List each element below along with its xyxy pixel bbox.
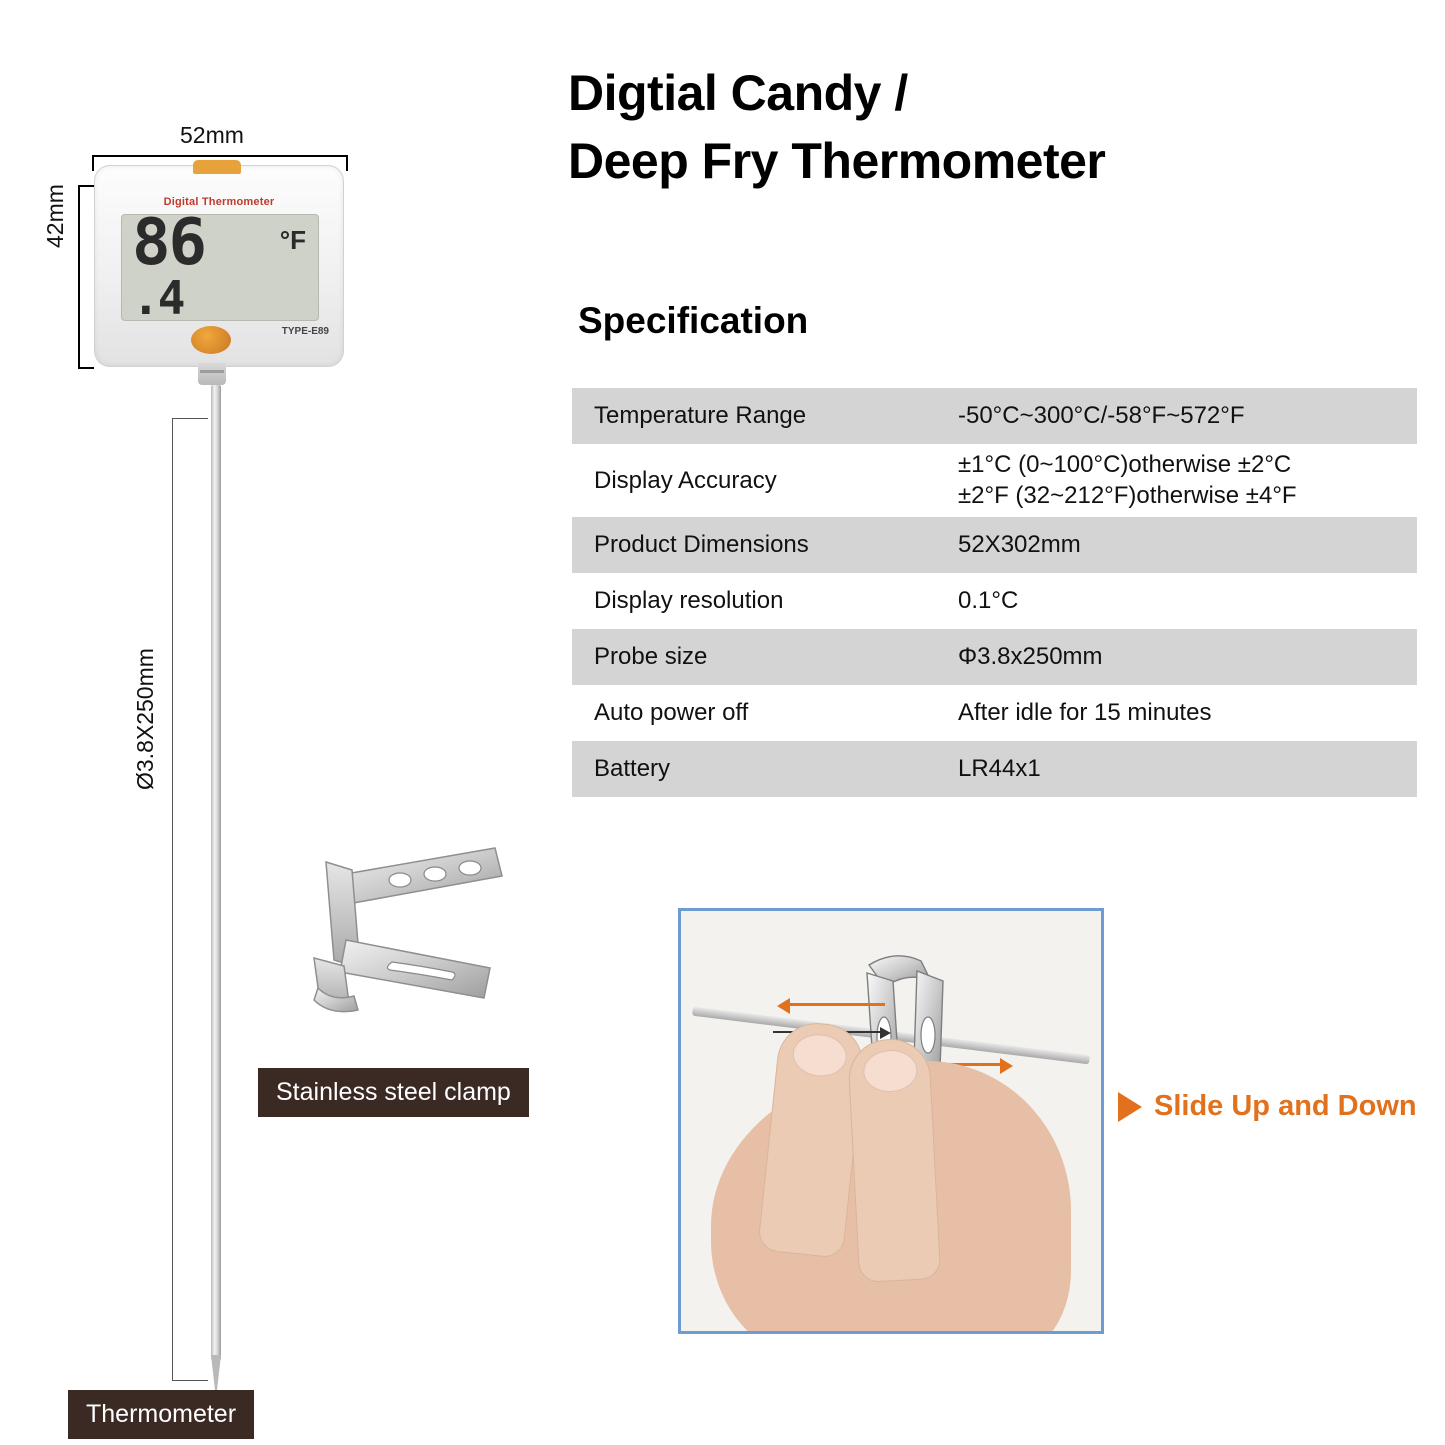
- dimension-probe-line: [172, 418, 173, 1380]
- lcd-digits-main: 86: [132, 214, 206, 280]
- power-button[interactable]: [191, 326, 231, 354]
- arrow-up-orange: [789, 1003, 885, 1006]
- lcd-digits-decimal: .4: [132, 270, 184, 321]
- fingernail: [862, 1049, 918, 1094]
- table-row: [572, 517, 1417, 573]
- specification-table: [572, 388, 1417, 797]
- table-row: [572, 388, 1417, 444]
- spec-key: Display Accuracy: [572, 444, 936, 517]
- dimension-probe-label: Ø3.8X250mm: [132, 648, 158, 790]
- spec-key: Temperature Range: [572, 388, 936, 444]
- spec-value: After idle for 15 minutes: [936, 685, 1417, 741]
- spec-key: Battery: [572, 741, 936, 797]
- slide-instruction-text: Slide Up and Down: [1154, 1090, 1417, 1122]
- spec-value: 52X302mm: [936, 517, 1417, 573]
- spec-key: Display resolution: [572, 573, 936, 629]
- thermometer-device: [94, 165, 342, 380]
- triangle-right-icon: [1118, 1092, 1142, 1122]
- dimension-height-bracket: [78, 185, 94, 369]
- spec-key: Probe size: [572, 629, 936, 685]
- specification-heading: Specification: [578, 300, 809, 341]
- dimension-probe-tick-bottom: [172, 1380, 208, 1381]
- title-line-2: Deep Fry Thermometer: [568, 132, 1106, 189]
- stainless-steel-clamp-illustration: [280, 840, 530, 1040]
- fingernail: [791, 1032, 849, 1079]
- spec-value: LR44x1: [936, 741, 1417, 797]
- dimension-width-label: 52mm: [180, 122, 244, 148]
- title-line-1: Digtial Candy /: [568, 65, 908, 121]
- table-row: [572, 444, 1417, 517]
- probe-shaft: [211, 385, 221, 1360]
- device-body: [94, 165, 344, 367]
- clamp-svg: [280, 840, 530, 1040]
- lcd-display: [121, 214, 319, 321]
- caption-thermometer: Thermometer: [68, 1390, 254, 1439]
- table-row: [572, 741, 1417, 797]
- spec-value-line-1: ±1°C (0~100°C)otherwise ±2°C: [957, 451, 1292, 478]
- table-row: [572, 573, 1417, 629]
- spec-key: Auto power off: [572, 685, 936, 741]
- table-row: [572, 629, 1417, 685]
- spec-value: [936, 444, 1417, 517]
- device-top-button[interactable]: [193, 160, 241, 174]
- device-brand-label: Digital Thermometer: [163, 196, 275, 208]
- table-row: [572, 685, 1417, 741]
- lcd-unit-label: °F: [279, 225, 306, 255]
- dimension-probe-tick-top: [172, 418, 208, 419]
- device-neck: [198, 363, 226, 385]
- device-model-label: TYPE-E89: [281, 326, 329, 337]
- usage-photo-panel: [678, 908, 1104, 1334]
- spec-value: Φ3.8x250mm: [936, 629, 1417, 685]
- spec-value: 0.1°C: [936, 573, 1417, 629]
- spec-value: -50°C~300°C/-58°F~572°F: [936, 388, 1417, 444]
- spec-key: Product Dimensions: [572, 517, 936, 573]
- slide-instruction: [1118, 1090, 1417, 1123]
- dimension-height-label: 42mm: [42, 184, 68, 248]
- lcd-digits: [132, 214, 206, 321]
- caption-stainless-steel-clamp: Stainless steel clamp: [258, 1068, 529, 1117]
- finger-middle: [847, 1037, 942, 1283]
- spec-value-line-2: ±2°F (32~212°F)otherwise ±4°F: [957, 481, 1297, 509]
- page-title: [568, 60, 1418, 195]
